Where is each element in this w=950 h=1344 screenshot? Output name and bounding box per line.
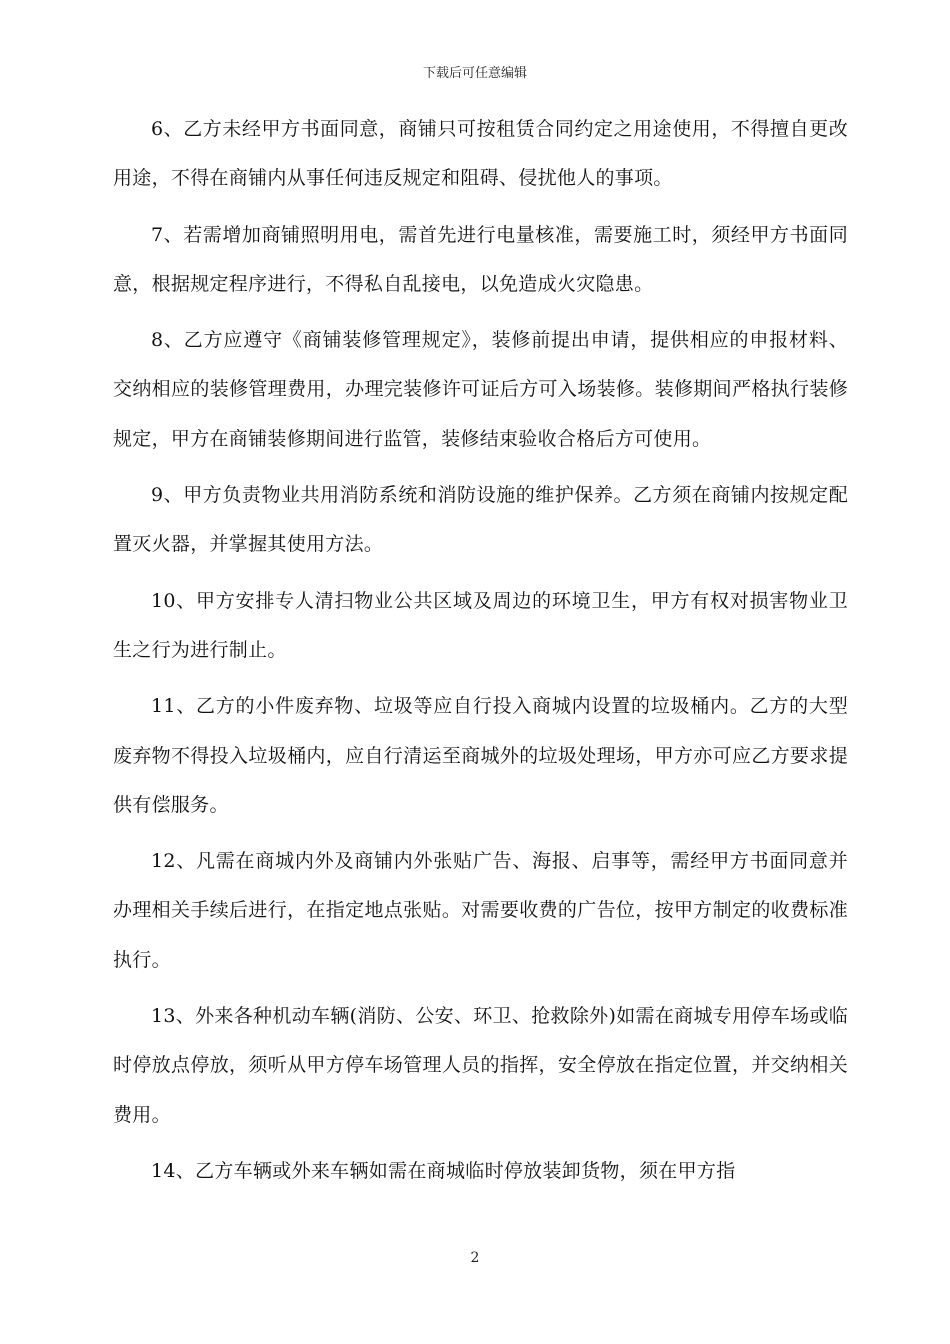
clause-14-paragraph: 14、乙方车辆或外来车辆如需在商城临时停放装卸货物，须在甲方指 xyxy=(151,1159,736,1182)
clause-6-paragraph: 6、乙方未经甲方书面同意，商铺只可按租赁合同约定之用途使用，不得擅自更改用途，不得在商铺内从事任何违反规定和阻碍、侵扰他人的事项。 xyxy=(113,118,848,190)
document-body xyxy=(113,105,848,1203)
clause-10-paragraph: 10、甲方安排专人清扫物业公共区域及周边的环境卫生，甲方有权对损害物业卫生之行为进行制止。 xyxy=(113,589,848,661)
clause-11-paragraph: 11、乙方的小件废弃物、垃圾等应自行投入商城内设置的垃圾桶内。乙方的大型废弃物不得投入垃圾桶内，应自行清运至商城外的垃圾处理场，甲方亦可应乙方要求提供有偿服务。 xyxy=(113,695,848,816)
clause-7-paragraph: 7、若需增加商铺照明用电，需首先进行电量核准，需要施工时，须经甲方书面同意，根据规定程序进行，不得私自乱接电，以免造成火灾隐患。 xyxy=(113,223,848,295)
clause-9-paragraph: 9、甲方负责物业共用消防系统和消防设施的维护保养。乙方须在商铺内按规定配置灭火器，并掌握其使用方法。 xyxy=(113,484,848,556)
page-number: 2 xyxy=(470,1250,480,1266)
clause-8-paragraph: 8、乙方应遵守《商铺装修管理规定》，装修前提出申请，提供相应的申报材料、交纳相应的装修管理费用，办理完装修许可证后方可入场装修。装修期间严格执行装修规定，甲方在商铺装修期间进行监管，装修结束验收合格后方可使用。 xyxy=(113,329,848,450)
page-header: 下载后可任意编辑 xyxy=(422,66,527,81)
clause-13-paragraph: 13、外来各种机动车辆(消防、公安、环卫、抢救除外)如需在商城专用停车场或临时停放点停放，须听从甲方停车场管理人员的指挥，安全停放在指定位置，并交纳相关费用。 xyxy=(113,1005,848,1126)
clause-12-paragraph: 12、凡需在商城内外及商铺内外张贴广告、海报、启事等，需经甲方书面同意并办理相关手续后进行，在指定地点张贴。对需要收费的广告位，按甲方制定的收费标准执行。 xyxy=(113,850,848,971)
